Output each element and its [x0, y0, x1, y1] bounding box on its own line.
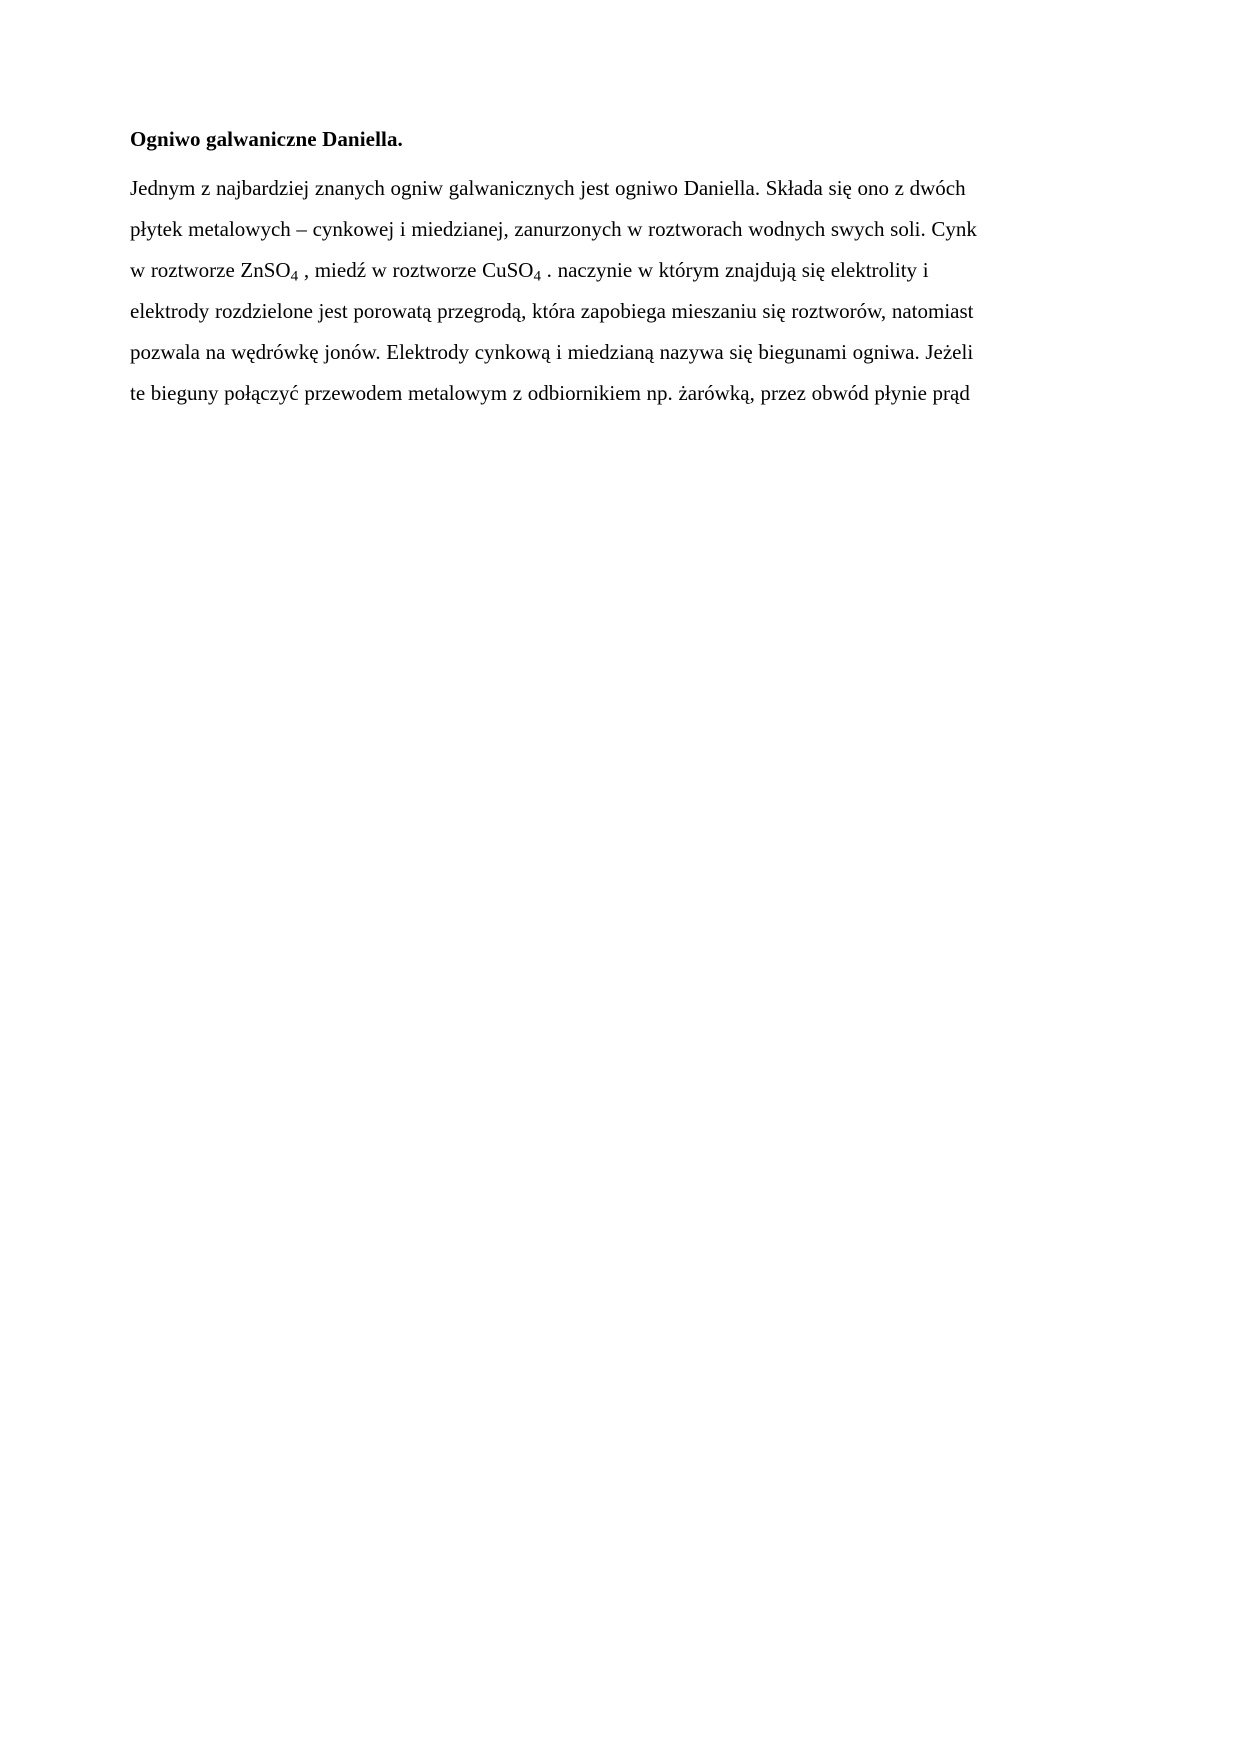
paragraph-text-part-1: Jednym z najbardziej znanych ogniw galwanicznych jest ogniwo Daniella. Składa się ono z dwóch płytek metalowych – cynkowej i miedzianej, zanurzonych w roztworach wodnych swych soli. Cynk w roztworze [130, 176, 977, 283]
formula-zinc-sulfate [240, 258, 299, 285]
paragraph-text-part-2: , miedź w roztworze [298, 258, 483, 283]
body-paragraph [130, 168, 985, 414]
paragraph-text-part-3: . naczynie w którym znajdują się elektrolity i elektrody rozdzielone jest porowatą przegrodą, która zapobiega mieszaniu się roztworów, natomiast pozwala na wędrówkę jonów. Elektrody cynkową i miedzianą nazywa się biegunami ogniwa. Jeżeli te bieguny połączyć przewodem metalowym z odbiornikiem np. żarówką, przez obwód płynie prąd [130, 258, 974, 405]
formula-zinc-sulfate-subscript: 4 [290, 268, 299, 285]
document-title: Ogniwo galwaniczne Daniella. [130, 127, 403, 151]
formula-copper-sulfate-base: CuSO [482, 258, 534, 283]
formula-copper-sulfate [482, 258, 542, 285]
formula-zinc-sulfate-base: ZnSO [240, 258, 291, 283]
formula-copper-sulfate-subscript: 4 [533, 268, 542, 285]
document-content [130, 126, 985, 414]
